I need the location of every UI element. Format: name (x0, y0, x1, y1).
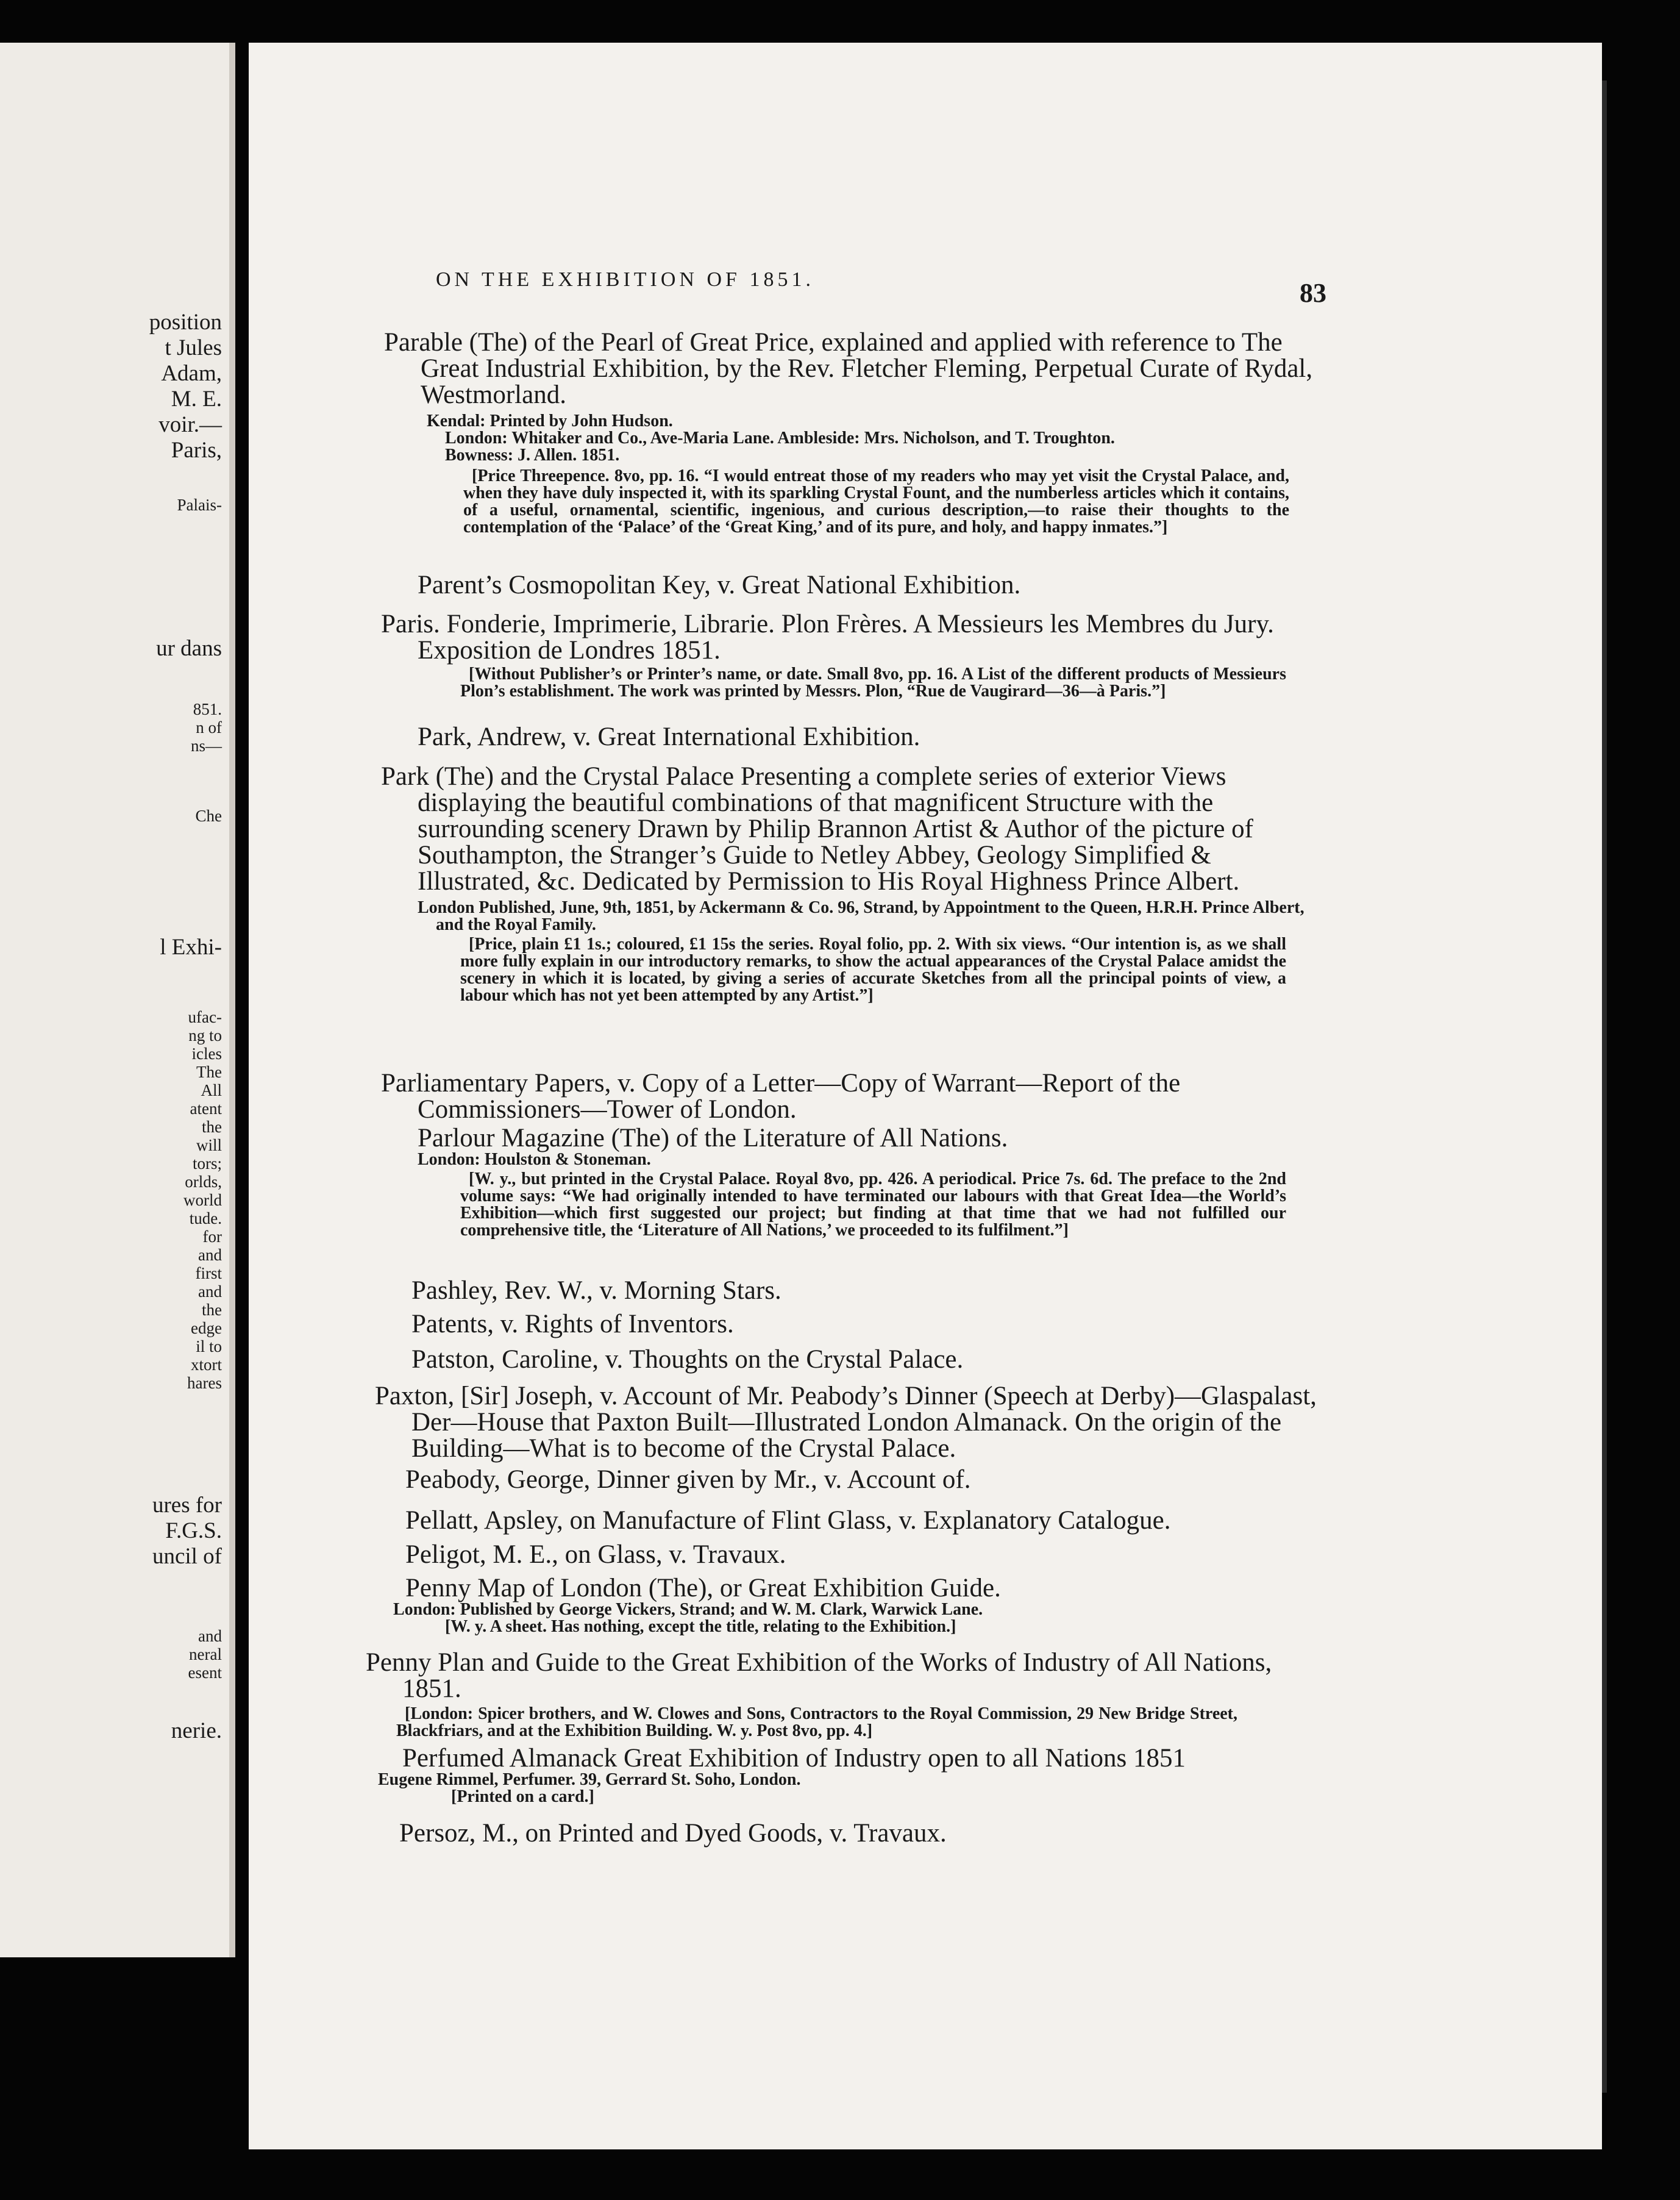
catalogue-entry-pashley (375, 1277, 1329, 1304)
facing-page-fragment: the (202, 1118, 222, 1136)
catalogue-entry-persoz (363, 1820, 1329, 1846)
catalogue-entry-penny-map (369, 1575, 1329, 1635)
catalogue-entry-park-andrew (381, 724, 1329, 750)
facing-page-fragment: and (198, 1627, 222, 1645)
facing-page-fragment: Che (195, 807, 222, 825)
entry-note: [W. y., but printed in the Crystal Palace. Royal 8vo, pp. 426. A periodical. Price 7s. 6d. The preface to the 2nd volume says: “We had originally intended to have terminated our labours with that Great Idea—the World’s Exhibition—which first suggested our project; but finding at that time that we had not fulfilled our comprehensive title, the ‘Literature of All Nations,’ we proceeded to its fulfilment.”] (460, 1170, 1286, 1240)
catalogue-entry-parlour (381, 1125, 1329, 1239)
facing-page-fragment: ns— (190, 737, 222, 755)
catalogue-entry-parliamentary (381, 1070, 1329, 1123)
entry-title: Parlour Magazine (The) of the Literature of All Nations. (418, 1124, 1008, 1152)
facing-page-fragment: edge (191, 1319, 222, 1337)
facing-page-fragment: M. E. (171, 387, 222, 412)
facing-page-fragment: l Exhi- (160, 935, 222, 960)
facing-page-fragment: t Jules (165, 335, 222, 360)
entry-title: Paxton, [Sir] Joseph, v. Account of Mr. Peabody’s Dinner (Speech at Derby)—Glaspalast, Der—House that Paxton Built—Illustrated London Almanack. On the origin of the Building—What is to become of the Crystal Palace. (375, 1382, 1317, 1463)
facing-page-fragment: and (198, 1246, 222, 1264)
catalogue-entry-peligot (369, 1541, 1329, 1568)
catalogue-entry-peabody (369, 1466, 1329, 1493)
entry-title: Paris. Fonderie, Imprimerie, Librarie. Plon Frères. A Messieurs les Membres du Jury. Exposition de Londres 1851. (381, 610, 1274, 665)
facing-page-fragment: ng to (188, 1026, 222, 1045)
entry-title: Parliamentary Papers, v. Copy of a Letter—Copy of Warrant—Report of the Commissioners—Tower of London. (381, 1069, 1181, 1124)
entry-publication: Kendal: Printed by John Hudson. London: Whitaker and Co., Ave-Maria Lane. Ambleside: Mrs. Nicholson, and T. Troughton. Bowness: J. Allen. 1851. (427, 412, 1115, 465)
facing-page-fragment: position (149, 310, 222, 335)
facing-page-fragment: il to (196, 1337, 222, 1355)
entry-title: Patents, v. Rights of Inventors. (411, 1310, 734, 1338)
facing-page-fragment: Palais- (177, 496, 222, 514)
facing-page-fragment: will (196, 1136, 222, 1154)
facing-page-fragment: icles (191, 1045, 222, 1063)
facing-page-fragment: ufac- (188, 1008, 222, 1026)
entry-title: Perfumed Almanack Great Exhibition of Industry open to all Nations 1851 (402, 1744, 1186, 1773)
entry-publication: London: Published by George Vickers, Strand; and W. M. Clark, Warwick Lane. (393, 1600, 983, 1619)
facing-page-fragment: hares (187, 1374, 222, 1392)
catalogue-entry-patents (375, 1311, 1329, 1337)
facing-page-fragment: the (202, 1301, 222, 1319)
catalogue-entry-paris (381, 611, 1329, 700)
facing-page-fragment: nerie. (171, 1718, 222, 1743)
catalogue-entry-paxton (375, 1383, 1329, 1462)
entry-title: Penny Plan and Guide to the Great Exhibition of the Works of Industry of All Nations, 1851. (366, 1648, 1272, 1703)
running-title: ON THE EXHIBITION OF 1851. (436, 268, 814, 291)
facing-page-fragment: tude. (189, 1209, 222, 1227)
page-number: 83 (1300, 278, 1326, 308)
catalogue-entry-pellatt (369, 1507, 1329, 1534)
facing-page-fragment: voir.— (158, 412, 222, 437)
facing-page-fragment: orlds, (185, 1173, 222, 1191)
catalogue-entry-parable (384, 328, 1329, 537)
facing-page-fragment: neral (189, 1645, 222, 1663)
facing-page-fragment: first (195, 1264, 222, 1282)
entry-title: Park, Andrew, v. Great International Exhibition. (418, 723, 920, 751)
facing-page-fragment: All (201, 1081, 222, 1099)
catalogue-entry-perfumed-almanack (366, 1745, 1329, 1805)
facing-page-fragment: uncil of (152, 1544, 222, 1569)
facing-page-fragment: ur dans (156, 636, 222, 661)
facing-page-fragment: Paris, (171, 438, 222, 463)
catalogue-entry-park-crystal-palace (381, 763, 1329, 1004)
facing-page-fragment: 851. (193, 700, 222, 718)
catalogue-entry-penny-plan (366, 1649, 1329, 1740)
facing-page-fragment: xtort (191, 1355, 222, 1374)
entry-title: Parable (The) of the Pearl of Great Price, explained and applied with reference to The Great Industrial Exhibition, by the Rev. Fletcher Fleming, Perpetual Curate of Rydal, Westmorland. (384, 328, 1313, 409)
entry-title: Penny Map of London (The), or Great Exhibition Guide. (405, 1574, 1001, 1602)
entry-title: Persoz, M., on Printed and Dyed Goods, v. Travaux. (399, 1819, 947, 1848)
catalogue-entry-patston (375, 1346, 1329, 1373)
facing-page-fragment: esent (188, 1663, 222, 1682)
facing-page-fragment: and (198, 1282, 222, 1301)
facing-page-fragment: ures for (152, 1493, 222, 1518)
entry-publication: London Published, June, 9th, 1851, by Ackermann & Co. 96, Strand, by Appointment to the Queen, H.R.H. Prince Albert, and the Royal Family. (418, 898, 1304, 934)
facing-page-fragment: The (196, 1063, 222, 1081)
page-gutter (1602, 80, 1607, 2093)
entry-title: Peabody, George, Dinner given by Mr., v. Account of. (405, 1465, 971, 1494)
facing-page-fragment: F.G.S. (165, 1518, 222, 1543)
catalogue-entry-parents (381, 572, 1329, 598)
entry-title: Pashley, Rev. W., v. Morning Stars. (411, 1276, 781, 1305)
entry-title: Park (The) and the Crystal Palace Presenting a complete series of exterior Views displaying the beautiful combinations of that magnificent Structure with the surrounding scenery Drawn by Philip Brannon Artist & Author of the picture of Southampton, the Stranger’s Guide to Netley Abbey, Geology Simplified & Illustrated, &c. Dedicated by Permission to His Royal Highness Prince Albert. (381, 762, 1254, 896)
entry-note: [London: Spicer brothers, and W. Clowes and Sons, Contractors to the Royal Commission, 29 New Bridge Street, Blackfriars, and at the Exhibition Building. W. y. Post 8vo, pp. 4.] (396, 1704, 1237, 1740)
entry-note: [W. y. A sheet. Has nothing, except the title, relating to the Exhibition.] (445, 1617, 956, 1636)
facing-page-fragment: Adam, (161, 361, 222, 386)
entry-title: Patston, Caroline, v. Thoughts on the Crystal Palace. (411, 1345, 964, 1374)
facing-page-fragment: atent (190, 1099, 222, 1118)
facing-page-fragment: for (202, 1227, 222, 1246)
entry-title: Pellatt, Apsley, on Manufacture of Flint Glass, v. Explanatory Catalogue. (405, 1506, 1171, 1535)
facing-page-fragment: world (183, 1191, 222, 1209)
entry-title: Parent’s Cosmopolitan Key, v. Great National Exhibition. (418, 571, 1021, 599)
entry-note: [Price, plain £1 1s.; coloured, £1 15s the series. Royal folio, pp. 2. With six views. “Our intention is, as we shall more fully explain in our introductory remarks, to show the actual appearances of the Crystal Palace amidst the scenery in which it is located, by giving a series of accurate Sketches from all the principal points of view, a labour which has not yet been attempted by any Artist.”] (460, 935, 1286, 1005)
facing-page-fragment: n of (196, 718, 222, 737)
entry-title: Peligot, M. E., on Glass, v. Travaux. (405, 1540, 786, 1569)
entry-note: [Price Threepence. 8vo, pp. 16. “I would entreat those of my readers who may yet visit the Crystal Palace, and, when they have duly inspected it, with its sparkling Crystal Fount, and the numberless articles which it contains, of a useful, ornamental, scientific, ingenious, and curious description,—to raise their thoughts to the contemplation of the ‘Palace’ of the ‘Great King,’ and of its pure, and holy, and happy inmates.”] (463, 466, 1289, 537)
facing-page-fragment: tors; (192, 1154, 222, 1173)
entry-note: [Printed on a card.] (451, 1787, 594, 1806)
entry-note: [Without Publisher’s or Printer’s name, or date. Small 8vo, pp. 16. A List of the different products of Messieurs Plon’s establishment. The work was printed by Messrs. Plon, “Rue de Vaugirard—36—à Paris.”] (460, 665, 1286, 701)
entry-publication: Eugene Rimmel, Perfumer. 39, Gerrard St. Soho, London. (378, 1770, 801, 1789)
facing-page (0, 43, 235, 1957)
entry-publication: London: Houlston & Stoneman. (418, 1150, 651, 1169)
